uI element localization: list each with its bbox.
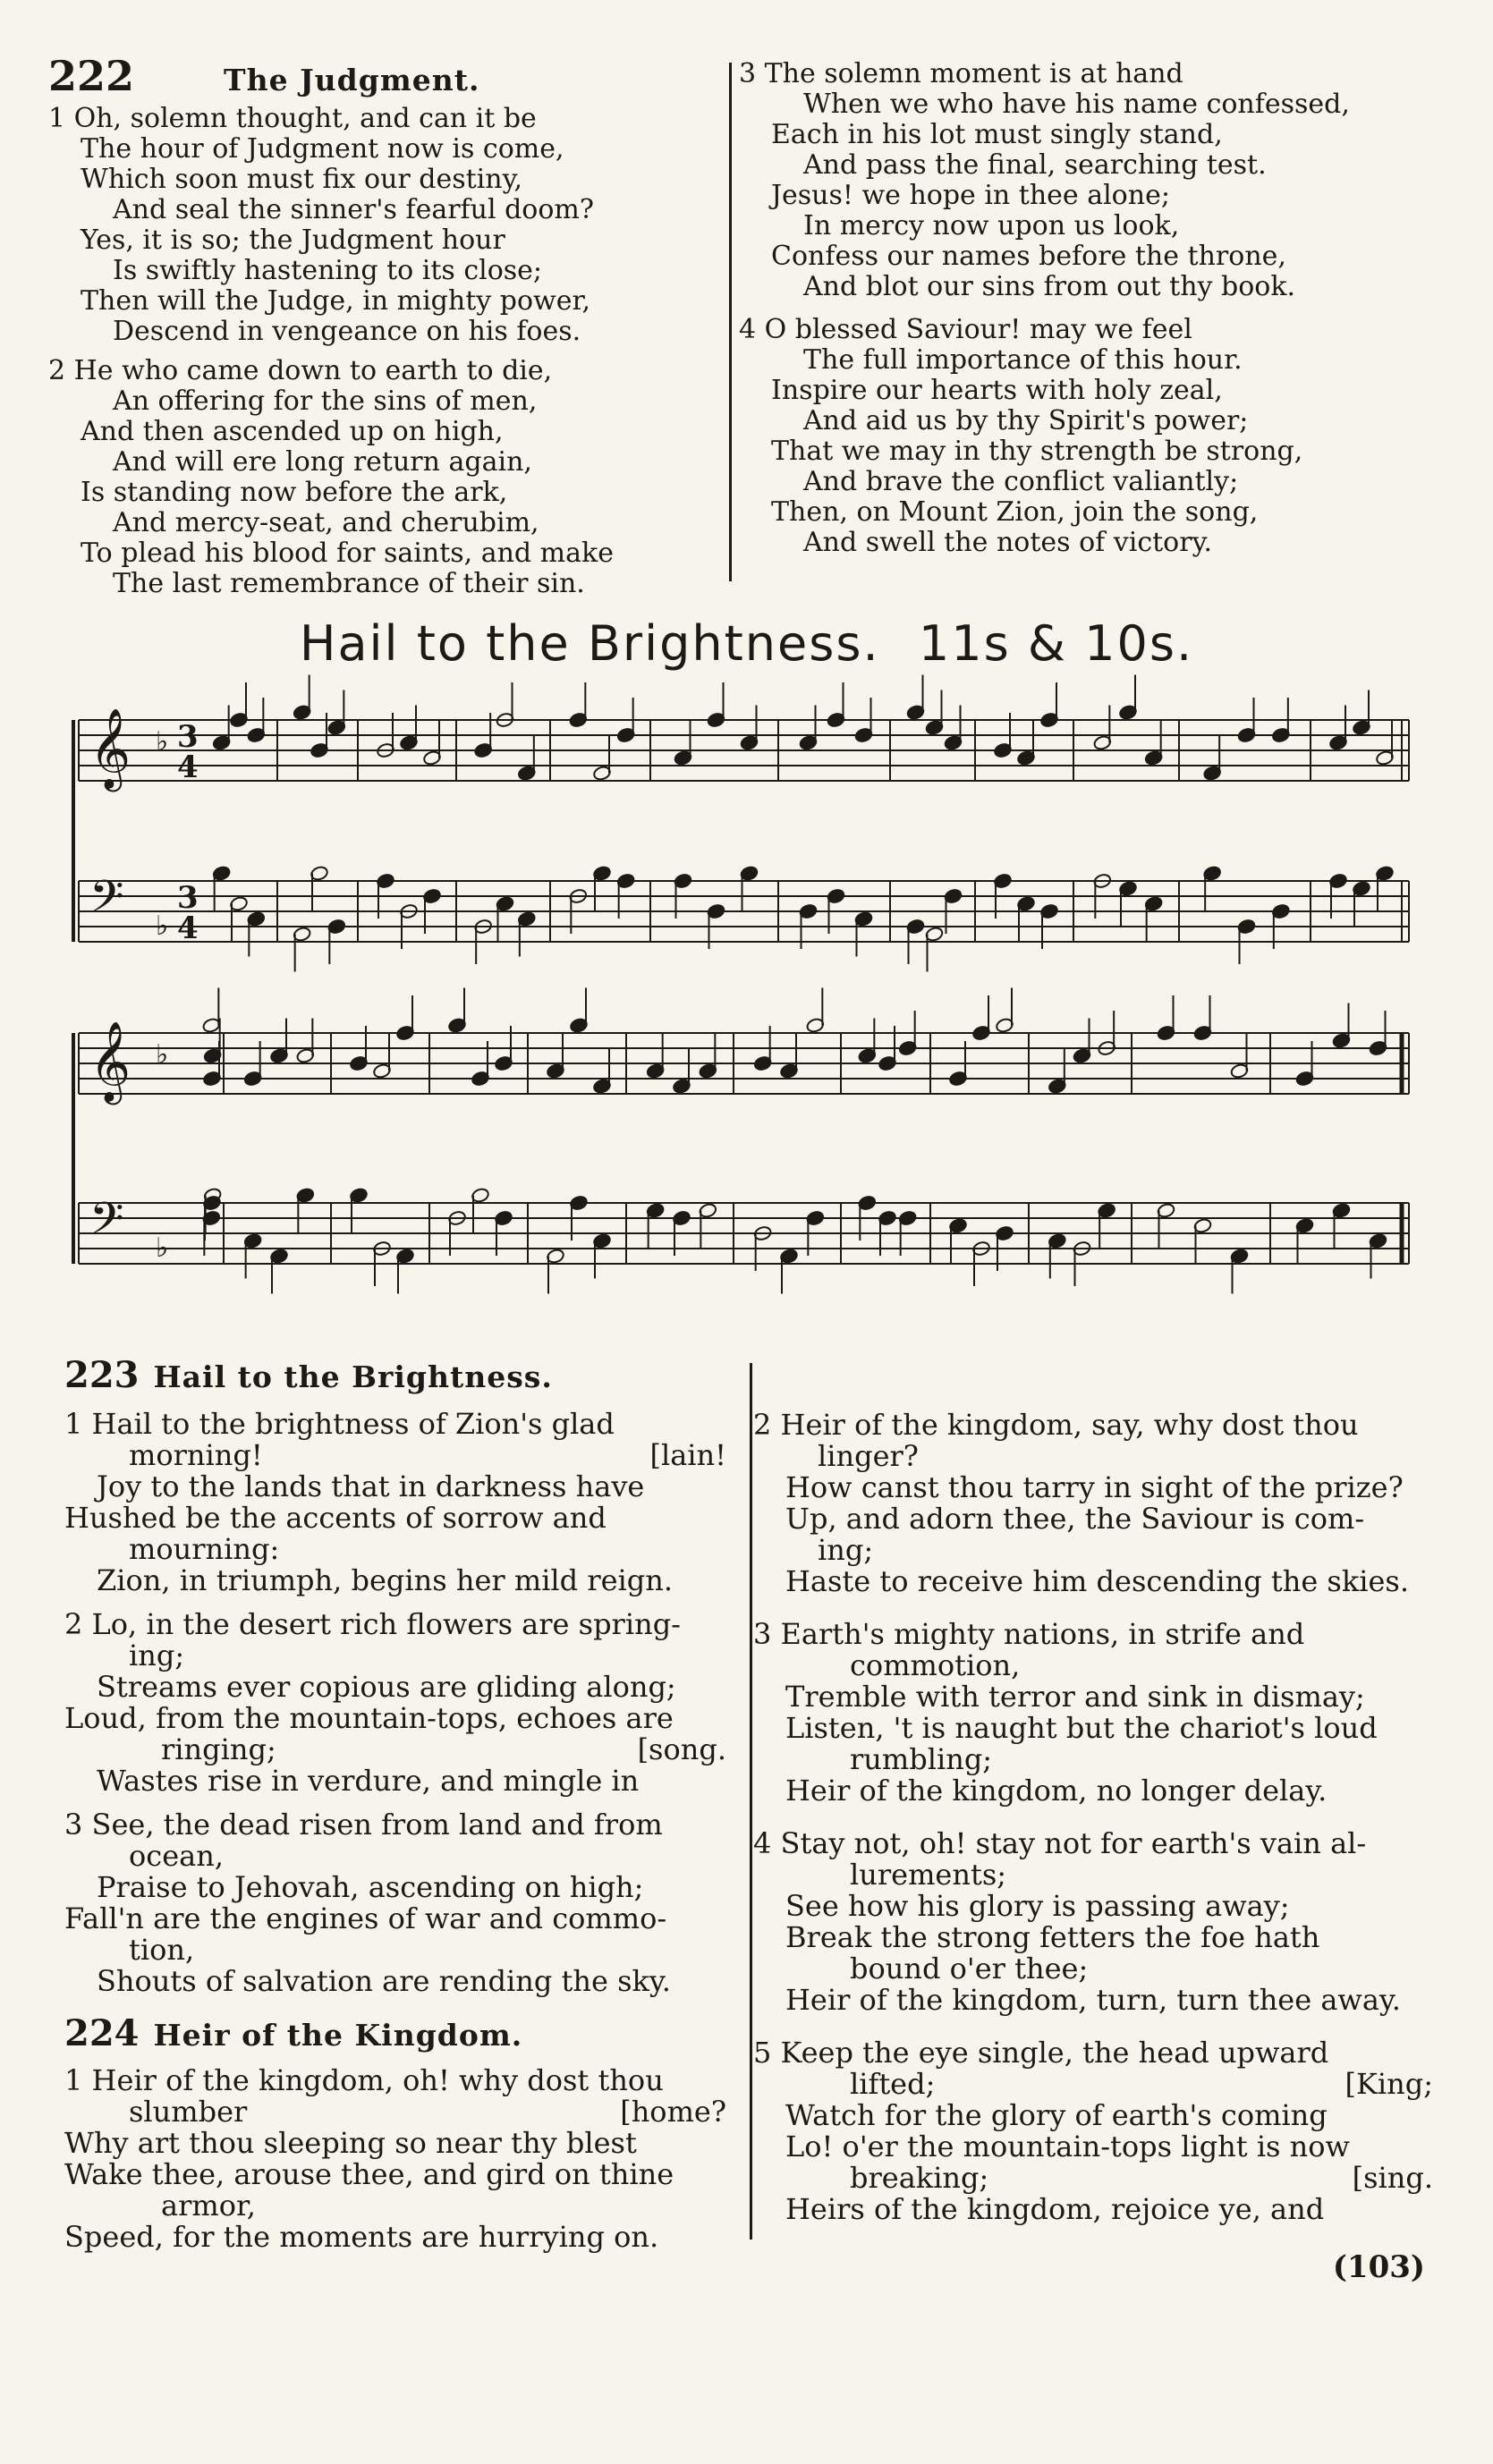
flat-key-signature: ♭: [156, 726, 169, 758]
page-number: (103): [1332, 2249, 1425, 2285]
verse-line: Joy to the lands that in darkness have: [97, 1469, 645, 1503]
verse-line: The full importance of this hour.: [803, 344, 1243, 376]
verse-line: [lain!: [649, 1438, 726, 1472]
verse-line: How canst thou tarry in sight of the prize?: [785, 1470, 1404, 1504]
verse-line: And will ere long return again,: [113, 446, 532, 478]
stanza-2: [753, 1410, 1433, 1597]
verse-line: ocean,: [129, 1839, 224, 1873]
hymn-title: Hail to the Brightness.: [153, 1359, 553, 1394]
verse-line: An offering for the sins of men,: [113, 385, 538, 417]
verse-line: mourning:: [129, 1532, 280, 1566]
treble-clef: 𝄞: [89, 708, 131, 789]
verse-line: Watch for the glory of earth's coming: [785, 2098, 1328, 2132]
verse-line: In mercy now upon us look,: [803, 210, 1180, 241]
verse-line: Haste to receive him descending the skies.: [785, 1564, 1409, 1598]
verse-line: Descend in vengeance on his foes.: [113, 316, 581, 347]
verse-line: Speed, for the moments are hurrying on.: [64, 2220, 659, 2254]
stanza-3: [753, 1619, 1433, 1807]
verse-line: [sing.: [1352, 2161, 1433, 2195]
verse-line: linger?: [818, 1439, 919, 1473]
verse-line: [home?: [620, 2095, 726, 2129]
verse-line: Heir of the kingdom, no longer delay.: [785, 1774, 1328, 1808]
hymn-223: [64, 1354, 726, 1997]
verse-line: Lo! o'er the mountain-tops light is now: [785, 2130, 1350, 2163]
verse-line: [song.: [637, 1732, 726, 1766]
flat-key-signature: ♭: [156, 910, 169, 942]
tune-name: Hail to the Brightness.: [299, 615, 880, 672]
verse-line: And mercy-seat, and cherubim,: [113, 507, 539, 538]
verse-line: lurements;: [850, 1858, 1007, 1892]
stanza-2: [64, 1609, 726, 1797]
verse-line: 3 The solemn moment is at hand: [739, 58, 1183, 89]
verse-line: When we who have his name confessed,: [803, 89, 1350, 120]
stanza-1: [64, 2065, 726, 2253]
verse-line: Praise to Jehovah, ascending on high;: [97, 1870, 644, 1904]
verse-line: And seal the sinner's fearful doom?: [113, 194, 594, 225]
verse-line: lifted;: [850, 2067, 936, 2101]
verse-line: Confess our names before the throne,: [771, 241, 1286, 272]
verse-line: To plead his blood for saints, and make: [81, 538, 614, 569]
verse-line: 3 Earth's mighty nations, in strife and: [753, 1617, 1305, 1651]
verse-line: And pass the final, searching test.: [803, 149, 1267, 181]
verse-line: 4 Stay not, oh! stay not for earth's vain al-: [753, 1826, 1367, 1860]
verse-line: Each in his lot must singly stand,: [771, 119, 1223, 150]
verse-line: Wake thee, arouse thee, and gird on thine: [64, 2157, 674, 2191]
verse-line: armor,: [161, 2189, 256, 2223]
time-signature-top: 3: [177, 719, 199, 755]
flat-key-signature: ♭: [156, 1232, 169, 1264]
verse-line: morning!: [129, 1438, 263, 1472]
verse-line: Which soon must fix our destiny,: [81, 164, 523, 195]
verse-line: Heirs of the kingdom, rejoice ye, and: [785, 2192, 1325, 2226]
verse-line: Yes, it is so; the Judgment hour: [81, 224, 505, 256]
verse-line: Zion, in triumph, begins her mild reign.: [97, 1563, 674, 1597]
verse-line: Inspire our hearts with holy zeal,: [771, 375, 1223, 406]
verse-line: rumbling;: [850, 1742, 993, 1776]
hymn-number: 224: [64, 2012, 140, 2054]
verse-line: The last remembrance of their sin.: [113, 568, 585, 599]
verse-line: Streams ever copious are gliding along;: [97, 1670, 676, 1704]
verse-line: ringing;: [161, 1732, 276, 1766]
verse-line: 2 He who came down to earth to die,: [48, 355, 553, 386]
verse-line: 2 Lo, in the desert rich flowers are spring-: [64, 1607, 681, 1641]
hymn-number: 223: [64, 1354, 140, 1396]
verse-line: And brave the conflict valiantly;: [803, 466, 1239, 497]
hymn-number: 222: [48, 52, 135, 100]
verse-line: Fall'n are the engines of war and commo-: [64, 1901, 667, 1935]
verse-line: commotion,: [850, 1648, 1021, 1682]
verse-line: The hour of Judgment now is come,: [81, 133, 564, 165]
hymn-title: The Judgment.: [224, 63, 480, 97]
verse-line: Is standing now before the ark,: [81, 477, 508, 508]
stanza-5: [753, 2037, 1433, 2225]
verse-line: And aid us by thy Spirit's power;: [803, 405, 1249, 436]
bass-clef: 𝄢: [89, 871, 124, 934]
verse-line: Wastes rise in verdure, and mingle in: [97, 1764, 640, 1798]
treble-clef: 𝄞: [89, 1021, 131, 1102]
verse-line: 5 Keep the eye single, the head upward: [753, 2036, 1329, 2070]
verse-line: 1 Heir of the kingdom, oh! why dost thou: [64, 2063, 664, 2097]
stanza-4: [753, 1828, 1433, 2016]
verse-line: bound o'er thee;: [850, 1952, 1089, 1986]
stanza-1: [64, 1409, 726, 1596]
hymn-224: [64, 2012, 726, 2253]
verse-line: And then ascended up on high,: [81, 416, 504, 447]
verse-line: Jesus! we hope in thee alone;: [771, 180, 1170, 211]
verse-line: breaking;: [850, 2161, 989, 2195]
time-signature-bottom: 4: [177, 910, 199, 946]
verse-line: Then, on Mount Zion, join the song,: [771, 496, 1259, 528]
time-signature-bottom: 4: [177, 749, 199, 785]
verse-line: Hushed be the accents of sorrow and: [64, 1501, 607, 1535]
verse-line: Tremble with terror and sink in dismay;: [785, 1680, 1365, 1714]
verse-line: Listen, 't is naught but the chariot's loud: [785, 1711, 1378, 1745]
verse-line: 3 See, the dead risen from land and from: [64, 1808, 663, 1842]
verse-line: That we may in thy strength be strong,: [771, 436, 1303, 467]
verse-line: 1 Oh, solemn thought, and can it be: [48, 103, 537, 134]
verse-line: And swell the notes of victory.: [803, 527, 1213, 558]
verse-line: Is swiftly hastening to its close;: [113, 255, 543, 286]
tune-meter: 11s & 10s.: [918, 615, 1194, 672]
verse-line: Loud, from the mountain-tops, echoes are: [64, 1701, 674, 1735]
verse-line: 4 O blessed Saviour! may we feel: [739, 314, 1192, 345]
stanza-3: [64, 1809, 726, 1997]
verse-line: tion,: [129, 1933, 195, 1967]
hymn-224-continued: [753, 1410, 1433, 2225]
verse-line: Up, and adorn thee, the Saviour is com-: [785, 1502, 1365, 1536]
verse-line: 1 Hail to the brightness of Zion's glad: [64, 1407, 615, 1441]
bass-clef: 𝄢: [89, 1193, 124, 1256]
verse-line: [King;: [1345, 2067, 1433, 2101]
verse-line: And blot our sins from out thy book.: [803, 271, 1296, 302]
verse-line: Shouts of salvation are rending the sky.: [97, 1964, 671, 1998]
verse-line: Why art thou sleeping so near thy blest: [64, 2126, 637, 2160]
verse-line: See how his glory is passing away;: [785, 1889, 1290, 1923]
verse-line: slumber: [129, 2095, 248, 2129]
flat-key-signature: ♭: [156, 1039, 169, 1071]
verse-line: ing;: [818, 1533, 874, 1567]
hymn-title: Heir of the Kingdom.: [153, 2018, 523, 2053]
verse-line: Break the strong fetters the foe hath: [785, 1920, 1320, 1954]
verse-line: Then will the Judge, in mighty power,: [81, 285, 591, 317]
verse-line: Heir of the kingdom, turn, turn thee away.: [785, 1983, 1401, 2017]
column-divider: [750, 1363, 752, 2240]
verse-line: 2 Heir of the kingdom, say, why dost thou: [753, 1408, 1359, 1442]
time-signature-top: 3: [177, 880, 199, 916]
verse-line: ing;: [129, 1638, 185, 1672]
